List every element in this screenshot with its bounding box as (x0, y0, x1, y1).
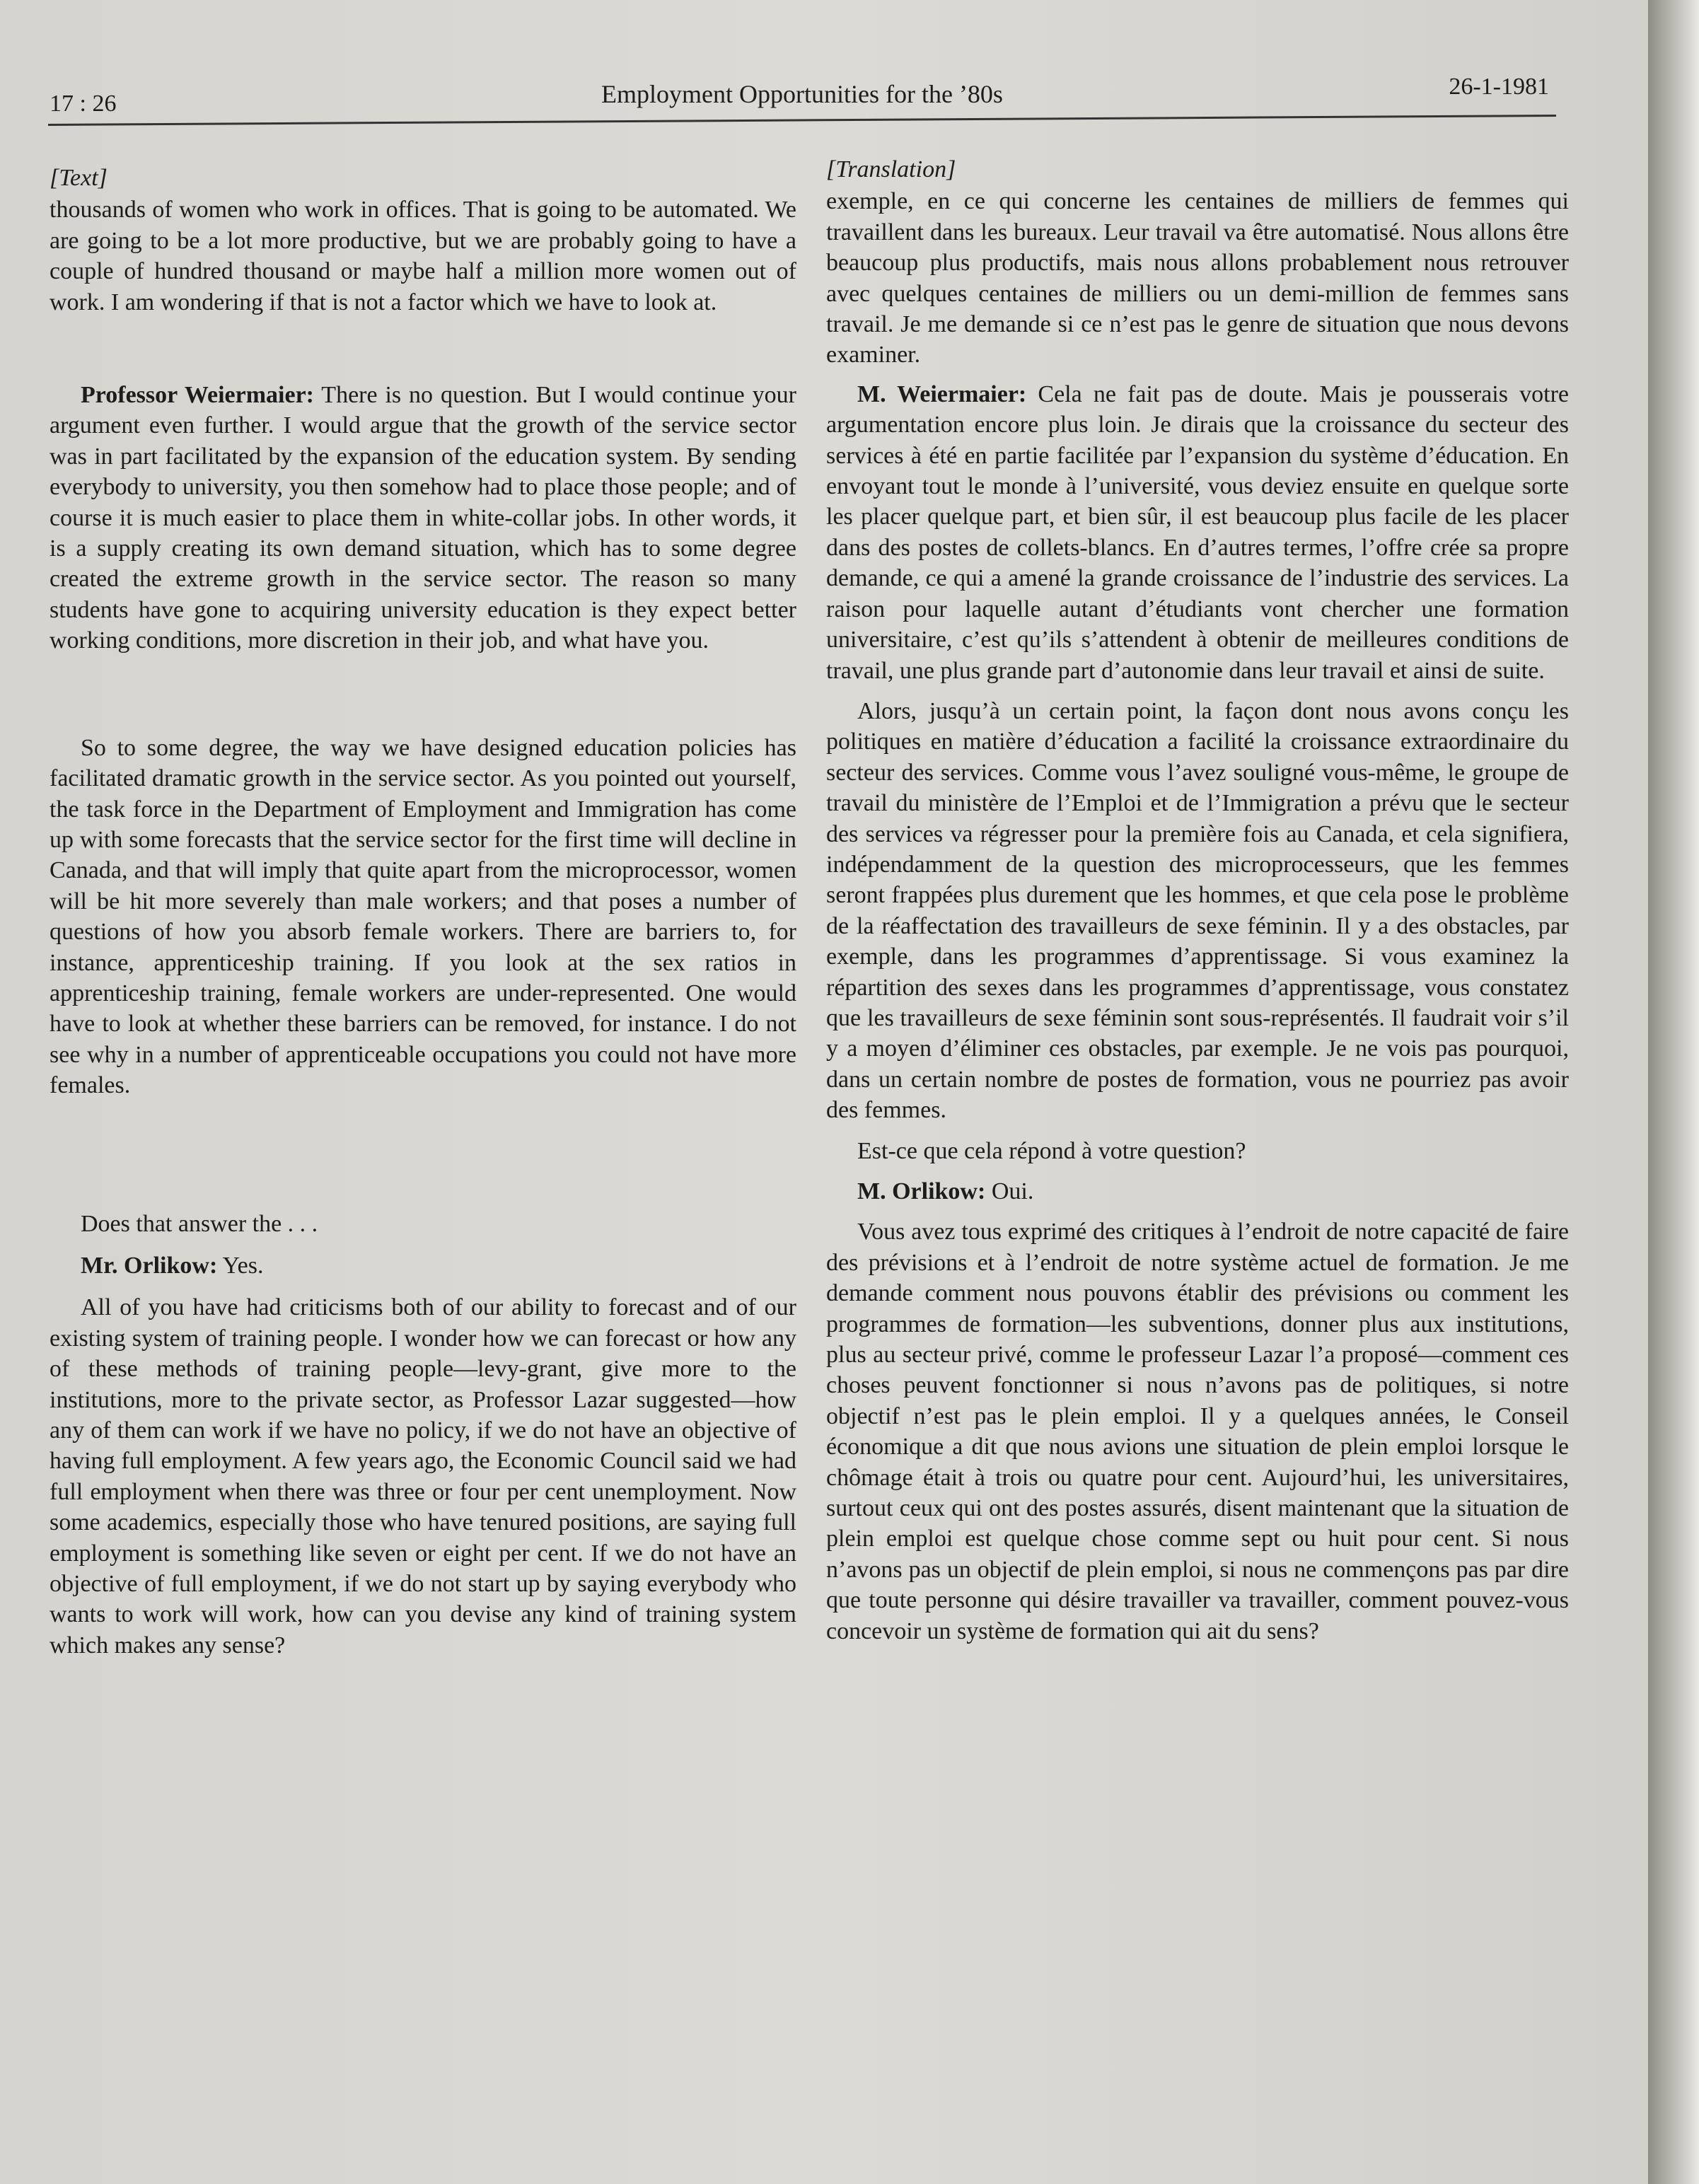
speech-text: Cela ne fait pas de doute. Mais je pousserais votre argumentation encore plus loin. Je dirais que la croissance du secteur des services à été en partie facilitée par l’expansion du système d’éducation. En envoyant tout le monde à l’université, vous deviez ensuite en quelque sorte les placer quelque part, et bien sûr, il est beaucoup plus facile de les placer dans des postes de collets-blancs. En d’autres termes, l’offre crée sa propre demande, ce qui a amené la grande croissance de l’industrie des services. La raison pour laquelle autant d’étudiants vont chercher une formation universitaire, c’est qu’ils s’attendent à obtenir de meilleures conditions de travail, une plus grande part d’autonomie dans leur travail et ainsi de suite. (826, 381, 1569, 684)
french-column (826, 154, 1569, 1646)
header-date: 26-1-1981 (1449, 74, 1549, 100)
paragraph: Does that answer the . . . (81, 1210, 318, 1237)
paragraph: Vous avez tous exprimé des critiques à l’endroit de notre capacité de faire des prévisions et à l’endroit de notre système actuel de formation. Je me demande comment nous pouvons établir des prévisions ou comment les programmes de formation—les subventions, donner plus aux institutions, plus au secteur privé, comme le professeur Lazar l’a proposé—comment ces choses peuvent fonctionner si nous n’avons pas de politiques, si notre objectif n’est pas le plein emploi. Il y a quelques années, le Conseil économique a dit que nous avions une situation de plein emploi lorsque le chômage était à trois ou quatre pour cent. Aujourd’hui, les universitaires, surtout ceux qui ont des postes assurés, disent maintenant que la situation de plein emploi est quelque chose comme sept ou huit pour cent. Si nous n’avons pas un objectif de plein emploi, si nous ne commençons pas par dire que toute personne qui désire travailler va travailler, comment pouvez-vous concevoir un système de formation qui ait du sens? (826, 1219, 1569, 1644)
running-title: Employment Opportunities for the ’80s (601, 80, 1003, 108)
speech-text: Oui. (991, 1178, 1034, 1204)
paragraph (50, 380, 796, 656)
header-rule (48, 115, 1556, 126)
page-binding-edge (1648, 0, 1699, 2184)
paragraph (826, 379, 1569, 686)
paragraph: exemple, en ce qui concerne les centaines de milliers de femmes qui travaillent dans les bureaux. Leur travail va être automatisé. Nous allons être beaucoup plus productifs, mais nous allons probablement nous retrouver avec quelques centaines de milliers ou un demi-million de femmes sans travail. Je me demande si ce n’est pas le genre de situation que nous devons examiner. (826, 188, 1569, 368)
speech-text: Yes. (222, 1252, 264, 1279)
paragraph: Est-ce que cela répond à votre question? (857, 1137, 1246, 1164)
speaker-name: M. Weiermaier: (857, 381, 1027, 407)
paragraph: So to some degree, the way we have designed education policies has facilitated dramatic growth in the service sector. As you pointed out yourself, the task force in the Department of Employment and Immigration has come up with some forecasts that the service sector for the first time will decline in Canada, and that will imply that quite apart from the microprocessor, women will be hit more severely than male workers; and that poses a number of questions of how you absorb female workers. There are barriers to, for instance, apprenticeship training. If you look at the sex ratios in apprenticeship training, female workers are under-represented. One would have to look at whether these barriers can be removed, for instance. I do not see why in a number of apprenticeable occupations you could not have more females. (50, 734, 796, 1099)
speaker-name: Professor Weiermaier: (81, 382, 314, 409)
paragraph: thousands of women who work in offices. That is going to be automated. We are going to be a lot more productive, but we are probably going to have a couple of hundred thousand or maybe half a million more women out of work. I am wondering if that is not a factor which we have to look at. (50, 197, 796, 315)
page-number: 17 : 26 (50, 91, 117, 117)
paragraph: Alors, jusqu’à un certain point, la façon dont nous avons conçu les politiques en matière d’éducation a facilité la croissance extraordinaire du secteur des services. Comme vous l’avez souligné vous-même, le groupe de travail du ministère de l’Emploi et de l’Immigration a prévu que le secteur des services va régresser pour la première fois au Canada, et cela signifiera, indépendamment de la question des microprocesseurs, que les femmes seront frappées plus durement que les hommes, et que cela pose le problème de la réaffectation des travailleurs de sexe féminin. Il y a des obstacles, par exemple, dans les programmes d’apprentissage. Si vous examinez la répartition des sexes dans les programmes d’apprentissage, vous constatez que les travailleurs de sexe féminin sont sous-représentés. Il faudrait voir s’il y a moyen d’éliminer ces obstacles, par exemple. Je ne vois pas pourquoi, dans un certain nombre de postes de formation, vous ne pourriez pas avoir des femmes. (826, 697, 1569, 1124)
english-column (50, 163, 796, 1661)
speaker-name: Mr. Orlikow: (81, 1252, 218, 1279)
translation-label: [Translation] (826, 156, 956, 182)
paragraph (50, 1250, 796, 1281)
page-header (48, 71, 1556, 126)
paragraph: All of you have had criticisms both of our ability to forecast and of our existing system of training people. I wonder how we can forecast or how any of these methods of training people—levy-grant, give more to the institutions, more to the private sector, as Professor Lazar suggested—how any of them can work if we have no policy, if we do not have an objective of having full employment. A few years ago, the Economic Council said we had full employment when there was three or four per cent unemployment. Now some academics, especially those who have tenured positions, are saying full employment is something like seven or eight per cent. If we do not have an objective of full employment, if we do not start up by saying everybody who wants to work will work, how can you devise any kind of training system which makes any sense? (50, 1294, 796, 1659)
paragraph (826, 1176, 1569, 1207)
speech-text: There is no question. But I would continue your argument even further. I would argue that the growth of the service sector was in part facilitated by the expansion of the education system. By sending everybody to university, you then somehow had to place those people; and of course it is much easier to place them in white-collar jobs. In other words, it is a supply creating its own demand situation, which has to some degree created the extreme growth in the service sector. The reason so many students have gone to acquiring university education is they expect better working conditions, more discretion in their job, and what have you. (50, 382, 796, 654)
text-label: [Text] (50, 165, 108, 191)
speaker-name: M. Orlikow: (857, 1178, 986, 1204)
